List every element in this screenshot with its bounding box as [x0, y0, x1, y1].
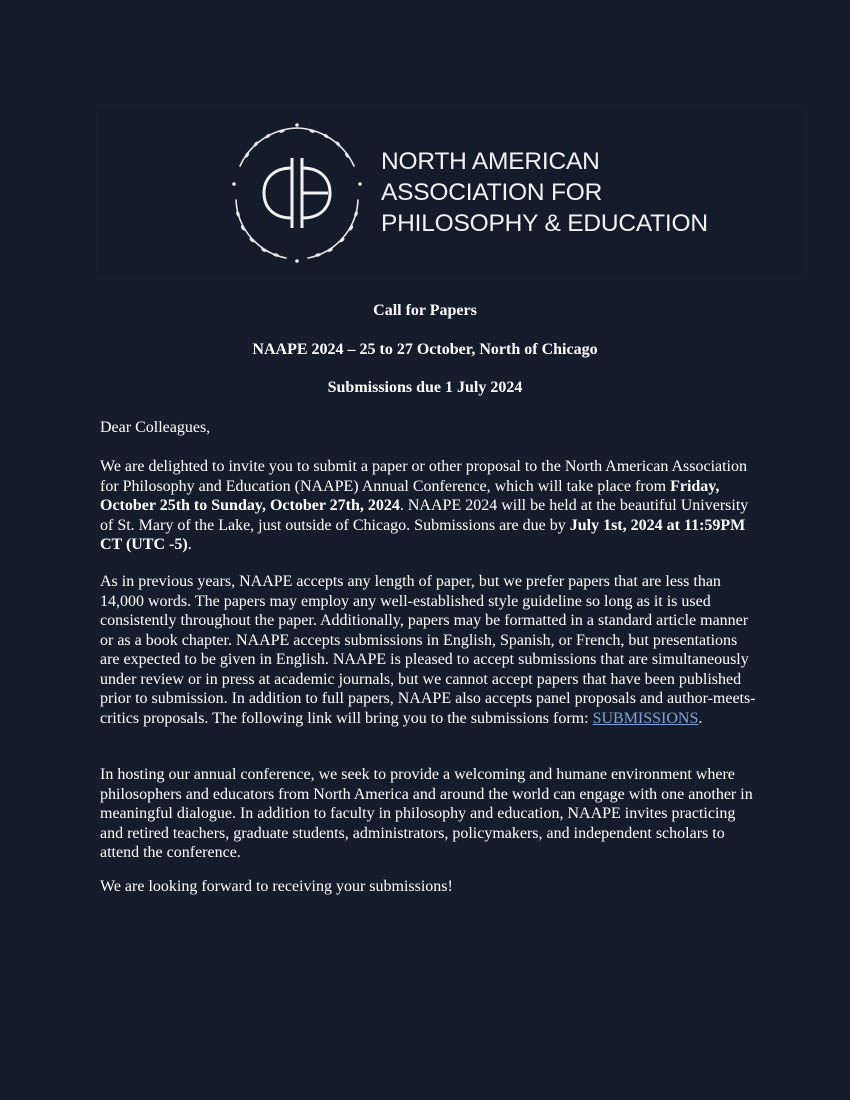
logo-line: NORTH AMERICAN — [381, 148, 600, 175]
submissions-link[interactable]: SUBMISSIONS — [592, 709, 699, 727]
closing — [100, 877, 760, 897]
salutation-text: Dear Colleagues, — [100, 419, 211, 436]
guidelines-text: As in previous years, NAAPE accepts any length of paper, but we prefer papers that are less than 14,000 words. The papers may employ any well-established style guideline so long as it is used consistently throughout the paper. Additionally, papers may be formatted in a standard article manner or as a book chapter. NAAPE accepts submissions in English, Spanish, or French, but presentations are expected to be given in English. NAAPE is pleased to accept submissions that are simultaneously under review or in press at academic journals, but we cannot accept papers that have been published prior to submission. In addition to full papers, NAAPE also accepts panel proposals and author-meets-critics proposals. The following link will bring you to the submissions form: — [100, 573, 756, 727]
submission-deadline: July 1st, 2024 at 11:59PM CT (UTC -5) — [100, 516, 746, 553]
conference-dates: Friday, October 25th to Sunday, October 27th, 2024 — [100, 477, 720, 514]
intro-text-a: We are delighted to invite you to submit a paper or other proposal to the North American Association for Philosophy and Education (NAAPE) Annual Conference, which will take place from — [100, 458, 747, 495]
paragraph-environment — [100, 765, 760, 863]
naape-wreath-phi-icon — [226, 122, 368, 264]
environment-text: In hosting our annual conference, we seek to provide a welcoming and humane environment where philosophers and educators from North America and around the world can engage with one another in meaningful dialogue. In addition to faculty in philosophy and education, NAAPE invites practicing and retired teachers, graduate students, administrators, policymakers, and independent scholars to attend the conference. — [100, 766, 753, 861]
closing-text: We are looking forward to receiving your submissions! — [100, 878, 453, 895]
logo-line: PHILOSOPHY & EDUCATION — [381, 210, 708, 237]
due-date-heading: Submissions due 1 July 2024 — [327, 379, 523, 396]
organization-name — [381, 146, 708, 239]
intro-text-c: . — [187, 536, 192, 553]
paragraph-guidelines — [100, 572, 760, 728]
header-banner — [98, 106, 802, 278]
salutation — [100, 418, 760, 438]
guidelines-text-end: . — [698, 709, 703, 727]
intro-text-b: . NAAPE 2024 will be held at the beautiful University of St. Mary of the Lake, just outside of Chicago. Submissions are due by — [100, 497, 749, 534]
call-title: Call for Papers — [373, 302, 477, 319]
logo-line: ASSOCIATION FOR — [381, 179, 603, 206]
event-heading: NAAPE 2024 – 25 to 27 October, North of Chicago — [252, 341, 598, 358]
paragraph-intro — [100, 457, 760, 555]
